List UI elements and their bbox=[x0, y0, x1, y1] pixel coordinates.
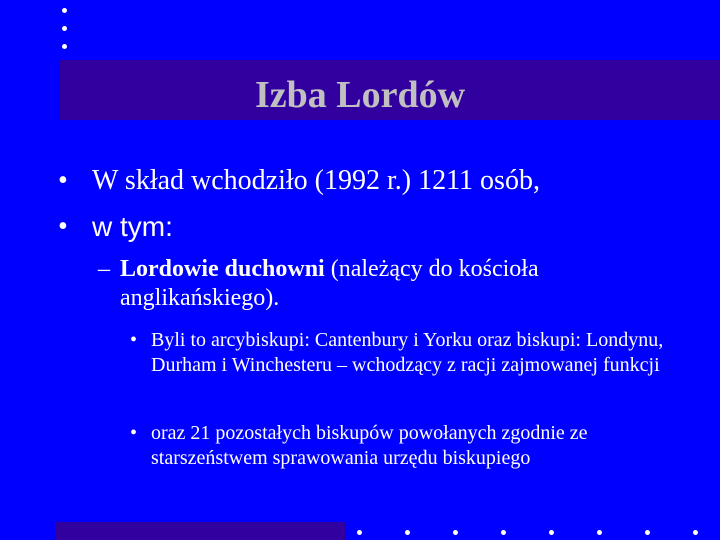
sub-sub-bullet-item bbox=[130, 328, 670, 378]
decor-dot bbox=[549, 530, 554, 535]
bullet-text: w tym: bbox=[92, 211, 173, 242]
decor-dot bbox=[405, 530, 410, 535]
sub-sub-bullet-text: Byli to arcybiskupi: Cantenbury i Yorku oraz biskupi: Londynu, Durham i Winchesteru – wchodzący z racji zajmowanej funkcji bbox=[151, 329, 664, 376]
decor-dot bbox=[645, 530, 650, 535]
sub-sub-bullet-mark: • bbox=[130, 329, 138, 351]
decor-dot bbox=[453, 530, 458, 535]
bullet-item bbox=[58, 164, 540, 198]
bottom-bar bbox=[55, 522, 345, 540]
bullet-mark: • bbox=[58, 211, 68, 242]
sub-bullet-item bbox=[98, 255, 658, 313]
sub-sub-bullet-item bbox=[130, 421, 670, 471]
bullet-text: W skład wchodziło (1992 r.) 1211 osób, bbox=[92, 165, 540, 196]
decor-dot bbox=[597, 530, 602, 535]
decor-dot bbox=[62, 44, 67, 49]
bullet-mark: • bbox=[58, 165, 68, 196]
bullet-item bbox=[58, 210, 173, 244]
decor-dot bbox=[62, 8, 67, 13]
decor-dot bbox=[693, 530, 698, 535]
slide-title: Izba Lordów bbox=[254, 74, 466, 116]
sub-bullet-mark: – bbox=[98, 256, 110, 282]
decor-dot bbox=[501, 530, 506, 535]
decor-dot bbox=[357, 530, 362, 535]
sub-bullet-text bbox=[120, 255, 658, 313]
sub-sub-bullet-mark: • bbox=[130, 422, 138, 444]
decor-dot bbox=[62, 26, 67, 31]
sub-sub-bullet-text: oraz 21 pozostałych biskupów powołanych zgodnie ze starszeństwem sprawowania urzędu biskupiego bbox=[151, 422, 588, 469]
sub-bullet-bold: Lordowie duchowni bbox=[120, 256, 325, 282]
sub-bullet-rest: (należący do kościoła anglikańskiego). bbox=[120, 256, 539, 311]
